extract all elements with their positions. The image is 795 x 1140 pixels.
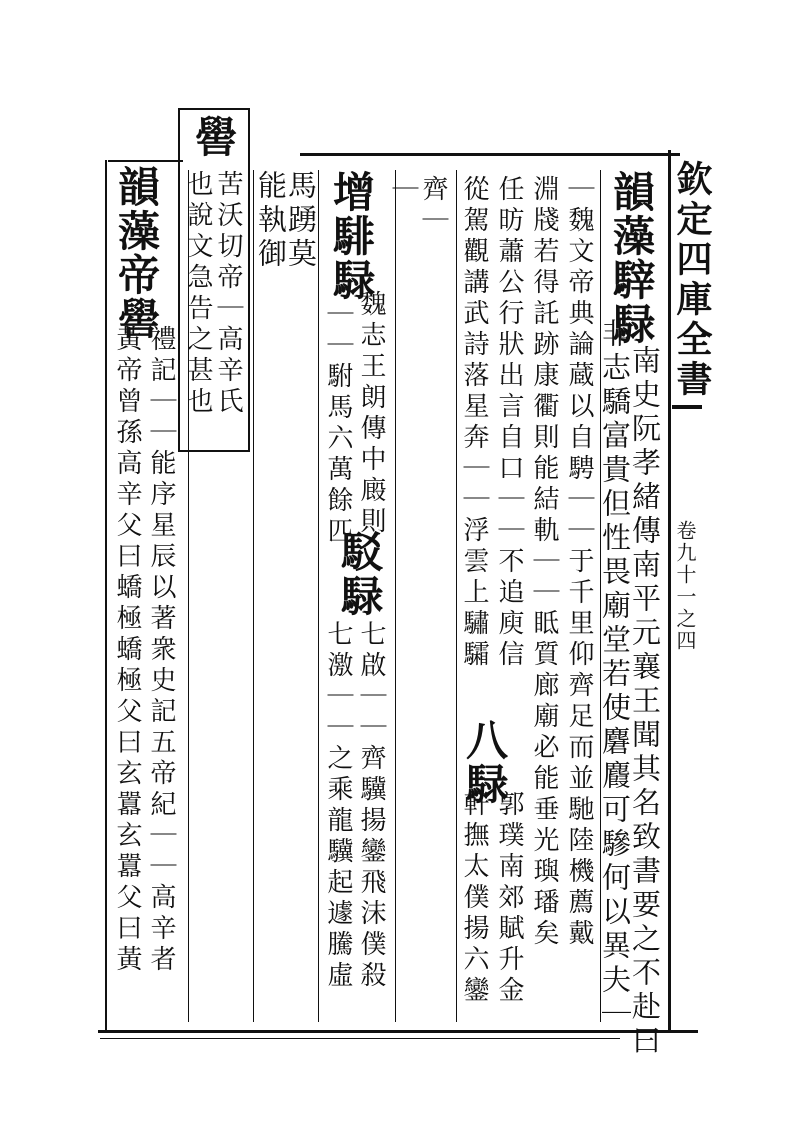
heading-word: 增騑騄	[327, 170, 376, 302]
top-border-rule-left	[108, 160, 183, 162]
text-column: 苦沃切帝｜高辛氏	[213, 170, 243, 418]
text-column: 能執御	[254, 170, 288, 272]
text-column: 從駕觀講武詩落星奔｜｜浮雲上驌驦	[459, 175, 489, 671]
text-column: 非志驕富貴但性畏廟堂若使麏麚可驂何以異夫｜	[598, 318, 632, 1032]
text-column: ｜｜駙馬六萬餘匹	[323, 300, 353, 548]
text-column: ｜魏文帝典論蔵以自騁｜｜于千里仰齊足而並馳陸機薦戴	[564, 175, 594, 950]
text-column: 軒撫太僕揚六鑾	[459, 790, 489, 1007]
text-column: 也說文急告之甚也	[183, 170, 213, 418]
text-column: 郭璞南郊賦升金	[494, 790, 524, 1007]
text-column: 七激｜｜之乘龍驥起遽騰虛	[323, 620, 353, 992]
entry-divider	[456, 170, 457, 1022]
text-column: 任昉蕭公行狀出言自口｜｜不追庾信	[494, 175, 524, 671]
text-column: 南史阮孝緒傳南平元襄王聞其名致書要之不赴曰	[628, 345, 662, 1059]
text-column: 禮記｜｜能序星辰以著衆史記五帝紀｜｜高辛者	[146, 325, 176, 976]
text-column: 黃帝曾孫高辛父曰蟜極蟜極父曰玄囂玄囂父曰黃	[112, 325, 142, 976]
text-column: 淵牋若得託跡康衢則能結軌｜｜眡質廊廟必能垂光璵璠矣	[529, 175, 559, 950]
entry-divider	[395, 170, 396, 1022]
book-title: 欽定四庫全書	[671, 160, 713, 400]
entry-divider	[318, 170, 319, 1022]
heading-word: 嚳	[189, 115, 238, 159]
heading-word: 韻藻䮨騄	[607, 170, 656, 346]
top-border-rule	[300, 153, 680, 156]
left-border-rule	[105, 160, 107, 1032]
heading-word: 韻藻帝嚳	[112, 165, 161, 341]
fishtail-mark	[672, 405, 702, 409]
text-column: 齊｜	[418, 175, 448, 237]
text-column: 馬踴莫	[284, 170, 318, 272]
text-column: 七啟｜｜齊驥揚鑾飛沫僕殺	[356, 620, 386, 992]
text-column: 魏志王朗傳中廄則	[356, 290, 386, 538]
heading-word: 駁騄	[335, 530, 384, 618]
text-column: ｜	[388, 175, 418, 206]
heading-word: 八騄	[460, 718, 509, 806]
juan-label: 卷九十一之四	[673, 520, 697, 652]
bottom-border-rule-thin	[100, 1038, 620, 1039]
entry-divider	[253, 170, 254, 1022]
